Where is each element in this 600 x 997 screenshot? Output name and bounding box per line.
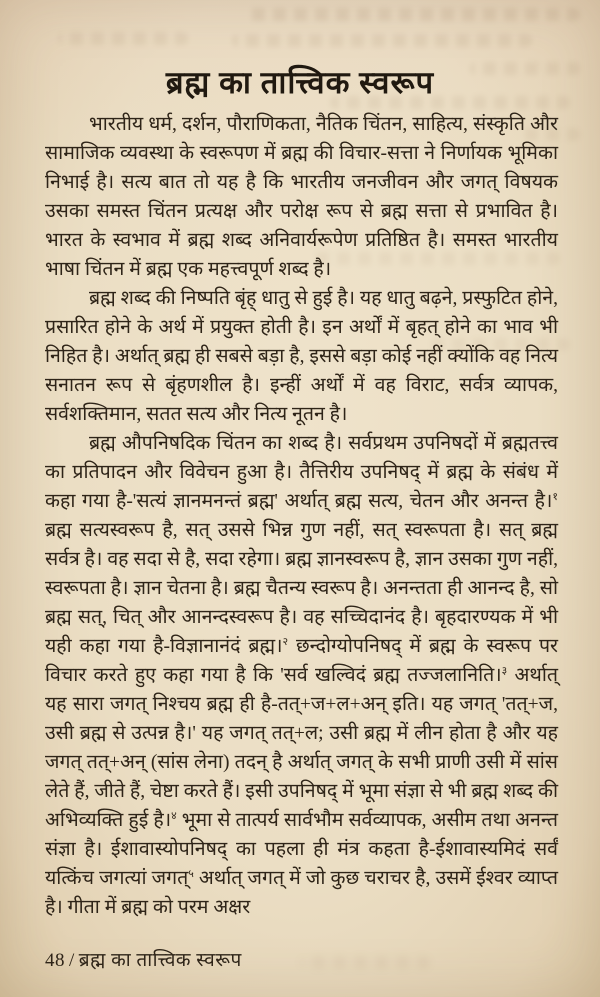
paragraph: ब्रह्म शब्द की निष्पति बृंह् धातु से हुई है। यह धातु बढ़ने, प्रस्फुटित होने, प्रसारित होने के अर्थ में प्रयुक्त होती है। इन अर्थों में बृहत् होने का भाव भी निहित है। अर्थात् ब्रह्म ही सबसे बड़ा है, इससे बड़ा कोई नहीं क्योंकि वह नित्य सनातन रूप से बृंहणशील है। इन्हीं अर्थों में वह विराट, सर्वत्र व्यापक, सर्वशक्तिमान, सतत सत्य और नित्य नूतन है। xyxy=(45,288,558,425)
footnote-marker: ५ xyxy=(188,868,194,880)
bleedthrough-ghost-text xyxy=(248,8,580,21)
page-footer xyxy=(45,946,246,972)
bleedthrough-ghost-text xyxy=(232,34,532,47)
paragraph: भारतीय धर्म, दर्शन, पौराणिकता, नैतिक चिंतन, साहित्य, संस्कृति और सामाजिक व्यवस्था के स्वरूपण में ब्रह्म की विचार-सत्ता ने निर्णायक भूमिका निभाई है। सत्य बात तो यह है कि भारतीय जनजीवन और जगत् विषयक उसका समस्त चिंतन प्रत्यक्ष और परोक्ष रूप से ब्रह्म सत्ता से प्रभावित है। भारत के स्वभाव में ब्रह्म शब्द अनिवार्यरूपेण प्रतिष्ठित है। समस्त भारतीय भाषा चिंतन में ब्रह्म एक महत्त्वपूर्ण शब्द है। xyxy=(45,114,558,280)
footer-separator: / xyxy=(69,950,75,971)
footnote-marker: २ xyxy=(282,636,289,648)
bleedthrough-ghost-text xyxy=(58,32,188,45)
body-text xyxy=(45,110,558,922)
footnote-marker: ४ xyxy=(171,810,177,822)
page-number: 48 xyxy=(45,950,65,971)
paragraph: ब्रह्म औपनिषदिक चिंतन का शब्द है। सर्वप्रथम उपनिषदों में ब्रह्मतत्त्व का प्रतिपादन और विवेचन हुआ है। तैत्तिरीय उपनिषद् में ब्रह्म के संबंध में कहा गया है-'सत्यं ज्ञानमनन्तं ब्रह्म' अर्थात् ब्रह्म सत्य, चेतन और अनन्त है।$^१$ ब्रह्म सत्यस्वरूप है, सत् उससे भिन्न गुण नहीं, सत् स्वरूपता है। सत् ब्रह्म सर्वत्र है। वह सदा से है, सदा रहेगा। ब्रह्म ज्ञानस्वरूप है, ज्ञान उसका गुण नहीं, स्वरूपता है। ज्ञान चेतना है। ब्रह्म चैतन्य स्वरूप है। अनन्तता ही आनन्द है, सो ब्रह्म सत्, चित् और आनन्दस्वरूप है। वह सच्चिदानंद है। बृहदारण्यक में भी यही कहा गया है-विज्ञानानंदं ब्रह्म।$^२$ छन्दोग्योपनिषद् में ब्रह्म के स्वरूप पर विचार करते हुए कहा गया है कि 'सर्व खल्विदं ब्रह्म तज्जलानिति।$^३$ अर्थात् यह सारा जगत् निश्चय ब्रह्म ही है-तत्+ज+ल+अन् इति। यह जगत् 'तत्+ज, उसी ब्रह्म से उत्पन्न है।' यह जगत् तत्+ल; उसी ब्रह्म में लीन होता है और यह जगत् तत्+अन् (सांस लेना) तदन् है अर्थात् जगत् के सभी प्राणी उसी में सांस लेते हैं, जीते हैं, चेष्टा करते हैं। इसी उपनिषद् में भूमा संज्ञा से भी ब्रह्म शब्द की अभिव्यक्ति हुई है।$^४$ भूमा से तात्पर्य सार्वभौम सर्वव्यापक, असीम तथा अनन्त संज्ञा है। ईशावास्योपनिषद् का पहला ही मंत्र कहता है-ईशावास्यमिदं सर्वं यत्किंच जगत्यां जगत्$^५$ अर्थात् जगत् में जो कुछ चराचर है, उसमें ईश्वर व्याप्त है। गीता में ब्रह्म को परम अक्षर xyxy=(45,433,558,918)
footnote-marker: १ xyxy=(552,491,558,503)
chapter-title: ब्रह्म का तात्त्विक स्वरूप xyxy=(165,64,435,100)
footnote-marker: ३ xyxy=(501,665,508,677)
bleedthrough-ghost-text xyxy=(300,956,430,969)
running-title: ब्रह्म का तात्त्विक स्वरूप xyxy=(78,950,242,971)
